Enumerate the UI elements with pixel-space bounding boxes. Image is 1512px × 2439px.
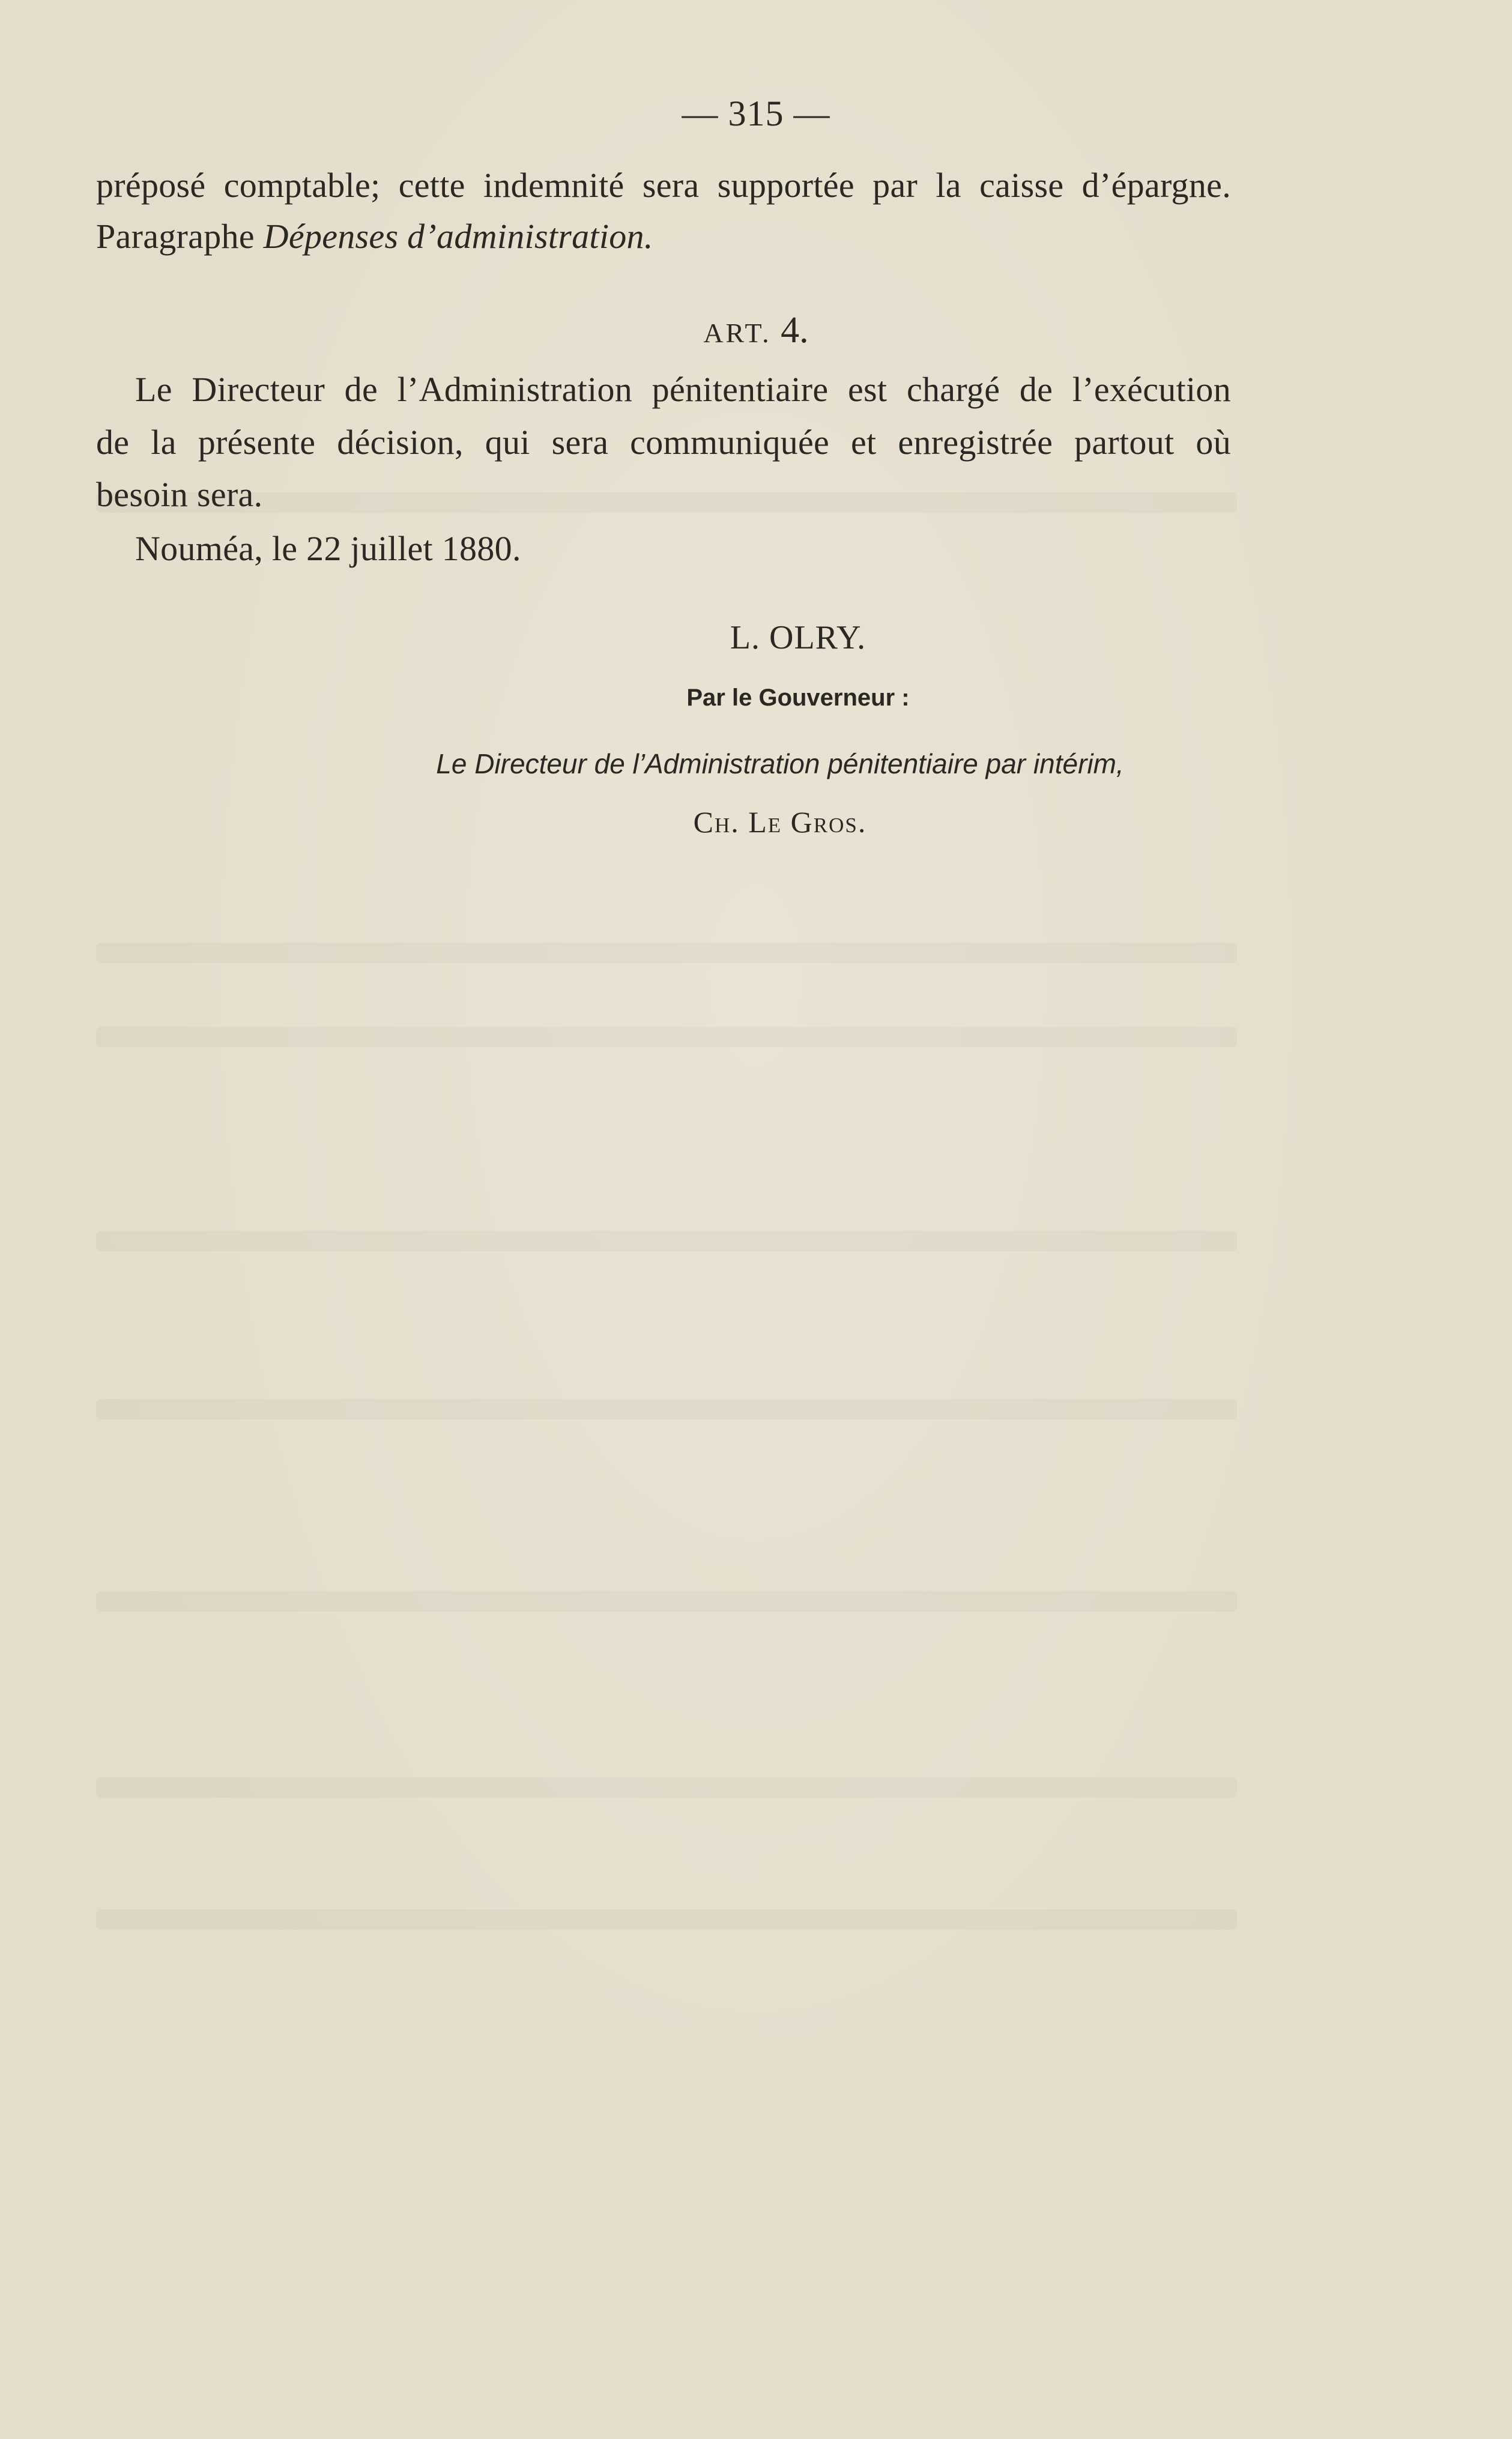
director-name: Ch. Le Gros.: [693, 805, 867, 839]
paragraph-label: Paragraphe: [96, 217, 264, 256]
article-number: 4.: [781, 310, 809, 351]
paragraph-1-line-1: préposé comptable; cette indemnité sera supportée par la caisse d’épargne.: [96, 166, 1231, 205]
paragraph-1-line-2: [96, 219, 653, 254]
bleed-through-line: [96, 1399, 1237, 1419]
bleed-through-line: [96, 1231, 1237, 1251]
article-label: ART.: [703, 318, 772, 348]
bleed-through-line: [96, 1591, 1237, 1612]
place-and-date: Nouméa, le 22 juillet 1880.: [135, 529, 521, 568]
bleed-through-line: [96, 492, 1237, 513]
bleed-through-line: [96, 943, 1237, 963]
bleed-through-line: [96, 1027, 1237, 1047]
paragraph-2-line-2: de la présente décision, qui sera communiquée et enregistrée partout où: [96, 423, 1231, 462]
article-heading: [0, 309, 1512, 352]
paragraph-2-line-1: Le Directeur de l’Administration pénitentiaire est chargé de l’exécution: [135, 370, 1231, 409]
bleed-through-line: [96, 1777, 1237, 1798]
budget-heading: Dépenses d’administration.: [263, 217, 653, 256]
signature: L. OLRY.: [730, 619, 866, 656]
paragraph-2-line-3: besoin sera.: [96, 475, 263, 514]
director-title: Le Directeur de l’Administration pénitentiaire par intérim,: [436, 748, 1124, 779]
par-le-gouverneur: Par le Gouverneur :: [686, 685, 910, 711]
page-number: — 315 —: [682, 94, 830, 133]
bleed-through-line: [96, 1909, 1237, 1930]
